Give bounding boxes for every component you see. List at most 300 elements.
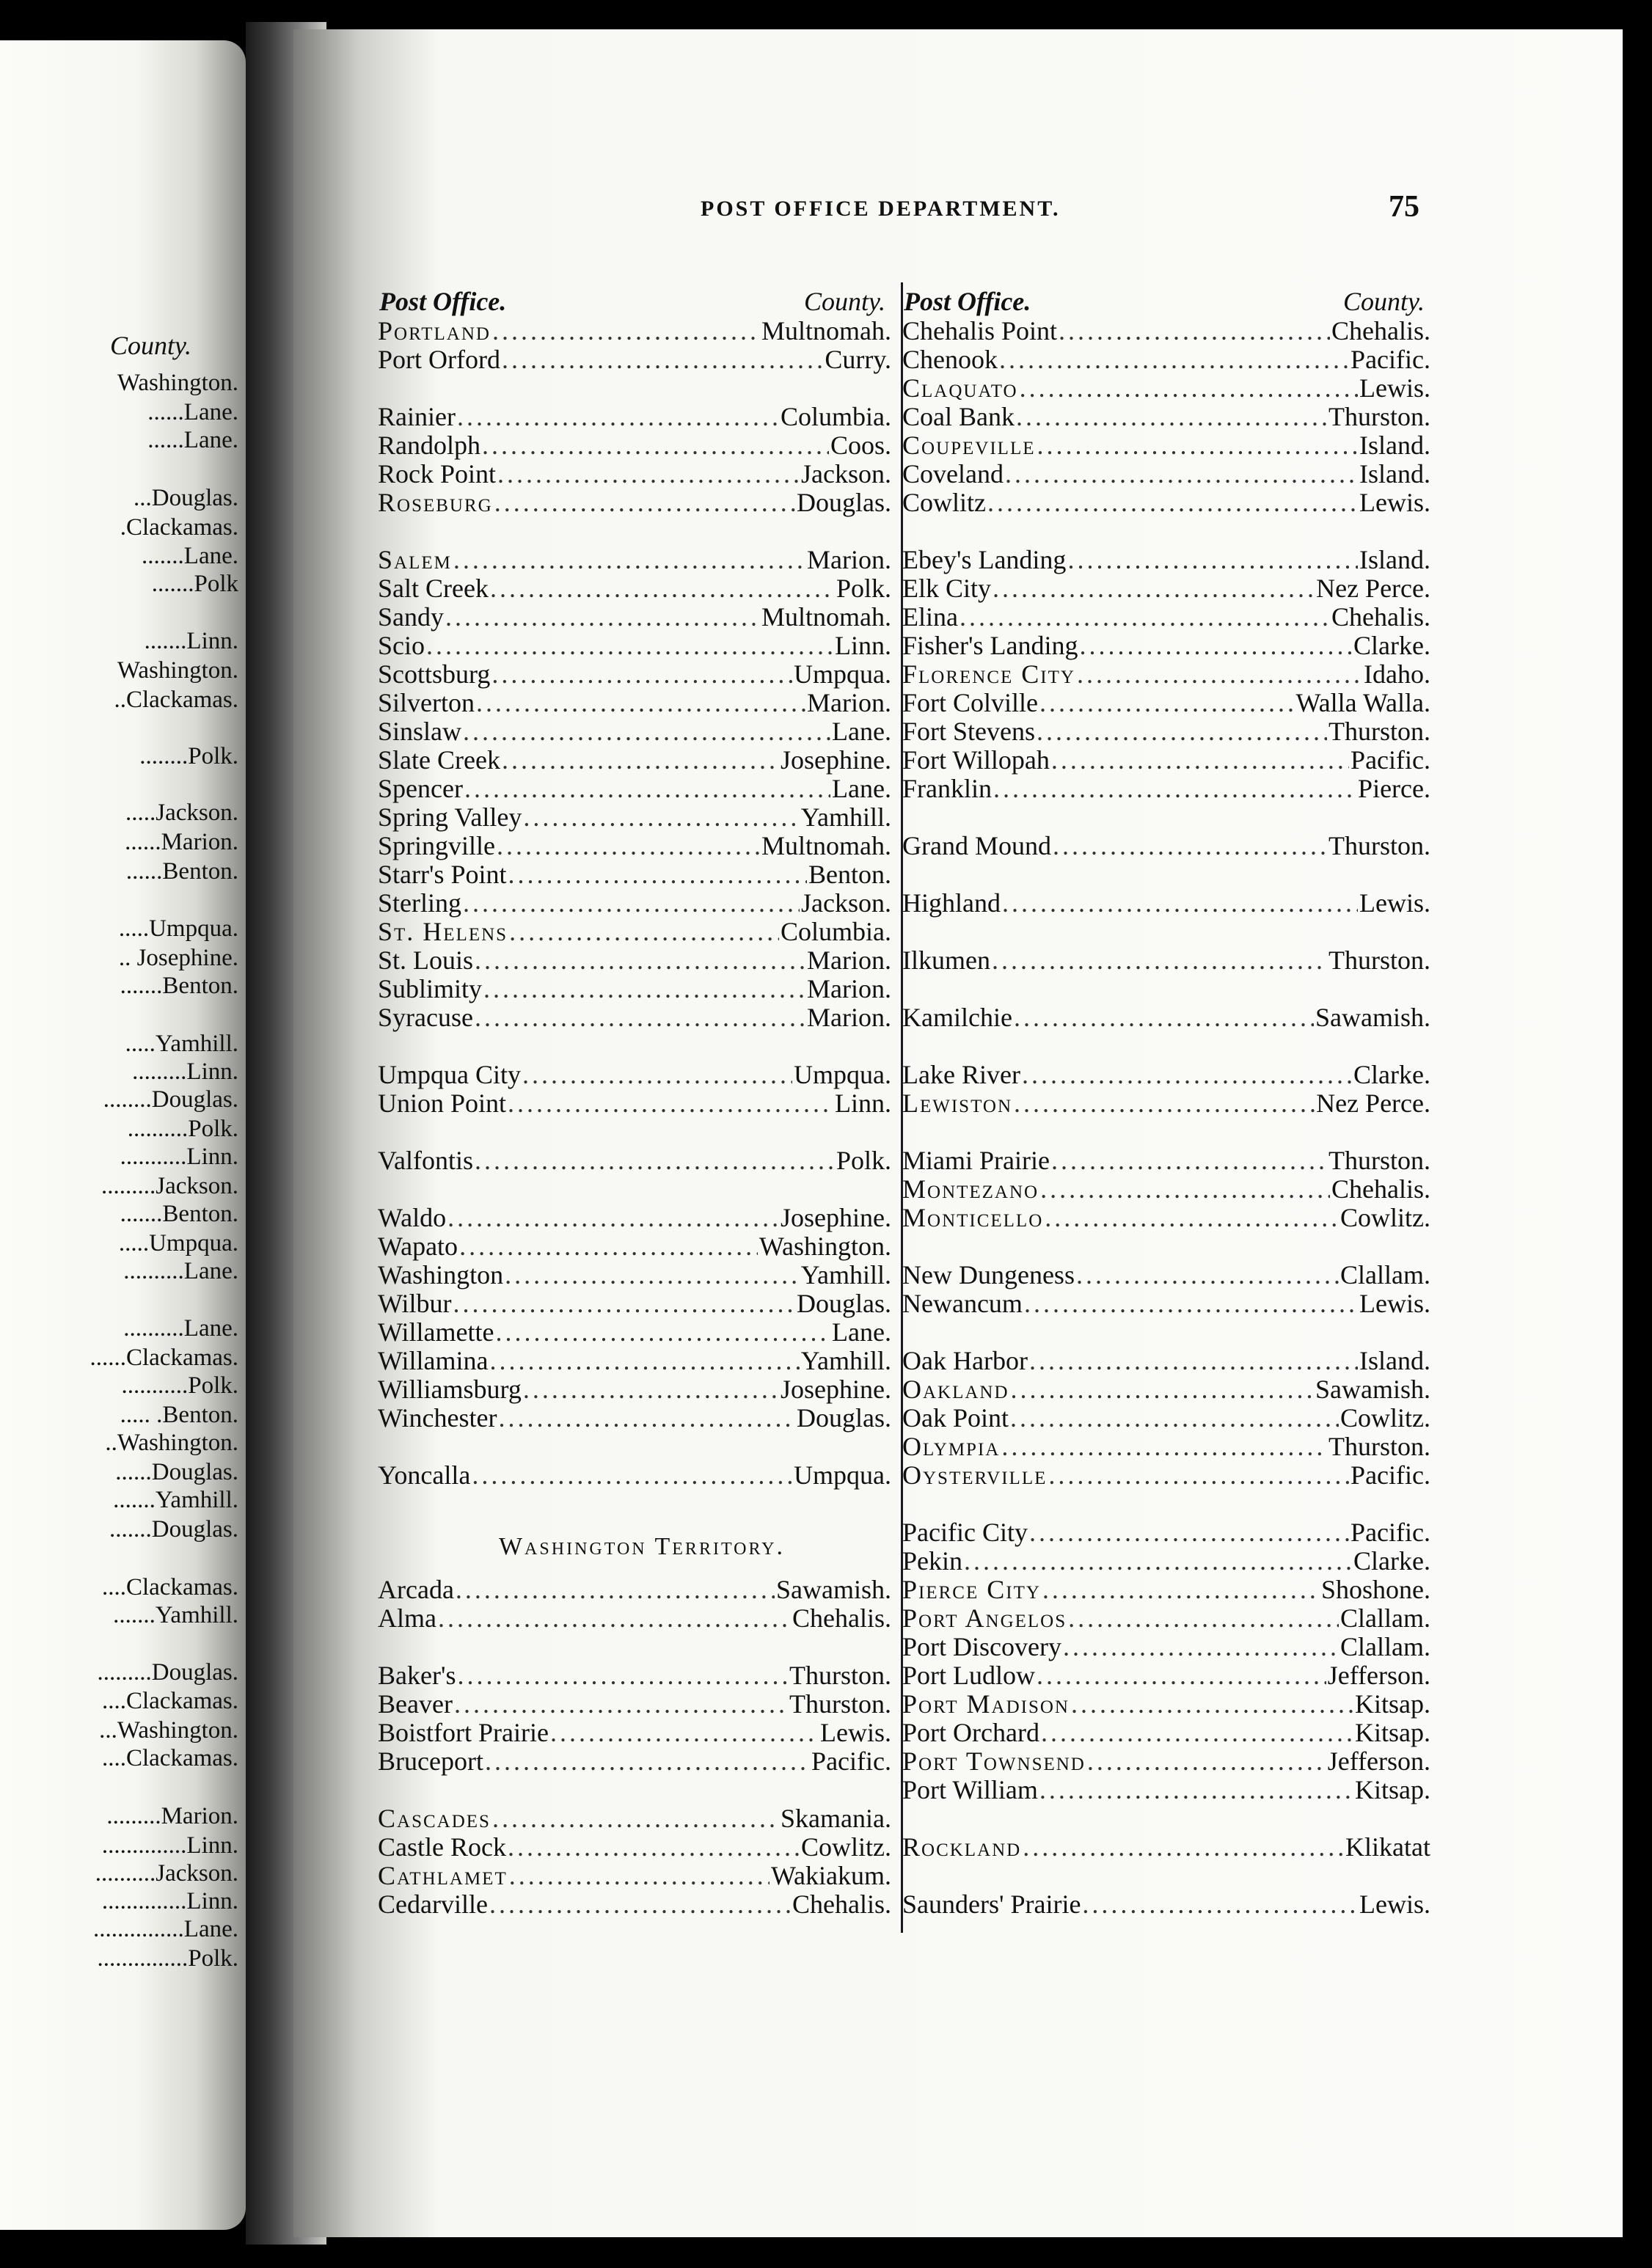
facing-page-county-entry: ...............Lane.: [93, 1916, 238, 1942]
dot-leader: [492, 317, 760, 345]
post-office-entry: [378, 489, 891, 517]
post-office-entry: [378, 1318, 891, 1347]
facing-page-county-entry: ........Polk.: [139, 743, 238, 769]
dot-leader: [522, 1061, 792, 1089]
facing-page-county-entry: ....Clackamas.: [101, 1745, 238, 1771]
county-name: Clarke.: [1353, 631, 1430, 660]
entry-gap: [378, 374, 891, 403]
county-name: Chehalis.: [792, 1890, 891, 1919]
county-name: Chehalis.: [792, 1603, 891, 1633]
post-office-entry: [378, 1747, 891, 1776]
county-name: Clallam.: [1340, 1260, 1430, 1290]
post-office-entry: [378, 1890, 891, 1919]
post-office-name: Coveland: [902, 459, 1004, 489]
post-office-entry: [378, 546, 891, 574]
facing-page-county-entry: .......Polk: [151, 571, 238, 597]
facing-page-county-entry: ......Marion.: [125, 829, 238, 855]
county-name: Chehalis.: [1331, 316, 1430, 345]
county-name: Island.: [1359, 459, 1430, 489]
post-office-name: Spencer: [378, 774, 463, 803]
post-office-name: Sandy: [378, 602, 444, 632]
facing-page-county-entry: ......Douglas.: [115, 1459, 238, 1485]
facing-page-county-entry: .......Lane.: [142, 543, 238, 569]
dot-leader: [1082, 1890, 1358, 1919]
post-office-entry: [902, 1518, 1430, 1547]
post-office-entry: [902, 374, 1430, 403]
facing-page-county-entry: ......Benton.: [125, 858, 238, 885]
county-name: Yamhill.: [800, 802, 891, 832]
dot-leader: [490, 574, 835, 603]
facing-page-county-entry: ....Clackamas.: [101, 1574, 238, 1601]
post-office-name: Florence City: [902, 659, 1075, 689]
entry-gap: [378, 1118, 891, 1146]
facing-page-county-entry: .......Yamhill.: [113, 1487, 238, 1513]
post-office-entry: [378, 1089, 891, 1118]
dot-leader: [1045, 1204, 1339, 1232]
dot-leader: [453, 546, 805, 574]
post-office-name: Scio: [378, 631, 425, 660]
dot-leader: [1037, 1661, 1326, 1690]
page-number: 75: [1389, 190, 1419, 224]
entry-gap: [902, 860, 1430, 889]
post-office-column-right: [902, 286, 1430, 1919]
county-name: Marion.: [807, 1003, 891, 1032]
post-office-name: Castle Rock: [378, 1832, 506, 1862]
post-office-entry: [378, 860, 891, 889]
dot-leader: [1022, 1061, 1352, 1089]
county-name: Clarke.: [1353, 1060, 1430, 1089]
county-name: Multnomah.: [761, 831, 891, 860]
dot-leader: [1063, 1633, 1339, 1661]
post-office-entry: [902, 717, 1430, 746]
county-name: Marion.: [807, 688, 891, 717]
post-office-name: Randolph: [378, 431, 480, 460]
post-office-name: Scottsburg: [378, 659, 491, 689]
entry-gap: [378, 1175, 891, 1204]
county-name: Thurston.: [1328, 402, 1430, 431]
post-office-entry: [902, 1089, 1430, 1118]
dot-leader: [993, 775, 1356, 803]
post-office-name: Saunders' Prairie: [902, 1890, 1081, 1919]
post-office-entry: [378, 1576, 891, 1604]
post-office-name: Valfontis: [378, 1146, 473, 1175]
post-office-entry: [378, 1347, 891, 1375]
post-office-entry: [378, 1290, 891, 1318]
dot-leader: [1059, 317, 1330, 345]
dot-leader: [1079, 632, 1352, 660]
post-office-entry: [378, 775, 891, 803]
dot-leader: [960, 603, 1330, 632]
post-office-entry: [378, 1833, 891, 1862]
dot-leader: [1037, 431, 1359, 460]
post-office-entry: [378, 975, 891, 1003]
dot-leader: [459, 1232, 758, 1261]
facing-page: [0, 40, 246, 2230]
post-office-entry: [902, 632, 1430, 660]
post-office-name: Willamina: [378, 1346, 489, 1375]
entry-gap: [902, 975, 1430, 1003]
post-office-name: Highland: [902, 888, 1001, 918]
post-office-name: Syracuse: [378, 1003, 473, 1032]
dot-leader: [485, 1747, 810, 1776]
post-office-entry: [378, 889, 891, 918]
facing-page-county-entry: .Clackamas.: [120, 514, 238, 541]
post-office-entry: [378, 946, 891, 975]
county-name: Cowlitz.: [801, 1832, 891, 1862]
post-office-name: Fort Willopah: [902, 745, 1050, 775]
county-name: Benton.: [808, 860, 891, 889]
facing-page-county-entry: .......Yamhill.: [113, 1602, 238, 1628]
post-office-name: Oysterville: [902, 1460, 1048, 1490]
facing-page-county-entry: .........Marion.: [106, 1803, 238, 1829]
county-name: Pacific.: [1351, 745, 1430, 775]
dot-leader: [1076, 1261, 1339, 1290]
dot-leader: [1077, 660, 1362, 689]
dot-leader: [463, 889, 800, 918]
post-office-entry: [902, 660, 1430, 689]
county-name: Kitsap.: [1355, 1718, 1430, 1747]
post-office-entry: [902, 603, 1430, 632]
facing-page-county-entry: ..........Polk.: [127, 1116, 238, 1142]
post-office-name: Cedarville: [378, 1890, 488, 1919]
post-office-entry: [902, 889, 1430, 918]
post-office-entry: [378, 1003, 891, 1032]
post-office-name: Grand Mound: [902, 831, 1051, 860]
post-office-entry: [902, 1290, 1430, 1318]
post-office-entry: [378, 918, 891, 946]
post-office-name: Elina: [902, 602, 958, 632]
post-office-entry: [378, 660, 891, 689]
post-office-entry: [902, 1604, 1430, 1633]
post-office-name: Rock Point: [378, 459, 497, 489]
post-office-entry: [902, 689, 1430, 717]
post-office-entry: [378, 689, 891, 717]
post-office-entry: [902, 431, 1430, 460]
county-name: Douglas.: [797, 488, 891, 517]
post-office-entry: [902, 1061, 1430, 1089]
dot-leader: [1051, 746, 1349, 775]
county-name: Pierce.: [1358, 774, 1430, 803]
column-header: [902, 286, 1430, 317]
dot-leader: [497, 832, 760, 860]
entry-gap: [902, 1232, 1430, 1261]
county-name: Lane.: [832, 774, 891, 803]
dot-leader: [1087, 1747, 1326, 1776]
county-name: Marion.: [807, 945, 891, 975]
facing-page-county-entry: ..........Jackson.: [95, 1860, 238, 1887]
county-name: Jefferson.: [1327, 1661, 1430, 1690]
facing-page-county-entry: ....Clackamas.: [101, 1688, 238, 1714]
post-office-entry: [902, 1175, 1430, 1204]
facing-page-county-column: [4, 330, 238, 1972]
facing-page-county-entry: .......Douglas.: [109, 1516, 238, 1543]
dot-leader: [1068, 1604, 1339, 1633]
dot-leader: [1053, 832, 1327, 860]
county-name: Pacific.: [1351, 1460, 1430, 1490]
post-office-name: Wilbur: [378, 1289, 452, 1318]
county-name: Shoshone.: [1320, 1575, 1430, 1604]
post-office-entry: [902, 832, 1430, 860]
entry-gap: [902, 517, 1430, 546]
post-office-entry: [902, 1747, 1430, 1776]
column-header: [378, 286, 891, 317]
dot-leader: [490, 1347, 800, 1375]
post-office-entry: [902, 1375, 1430, 1404]
post-office-name: Washington: [378, 1260, 504, 1290]
post-office-entry: [902, 574, 1430, 603]
post-office-name: Cowlitz: [902, 488, 986, 517]
dot-leader: [1016, 403, 1327, 431]
section-heading: Washington Territory.: [498, 1533, 786, 1560]
dot-leader: [472, 1461, 792, 1490]
dot-leader: [1002, 889, 1358, 918]
dot-leader: [1048, 1461, 1349, 1490]
post-office-name: Ebey's Landing: [902, 545, 1067, 574]
dot-leader: [509, 1862, 770, 1890]
entry-gap: [902, 1032, 1430, 1061]
post-office-entry: [902, 1146, 1430, 1175]
post-office-name: Ilkumen: [902, 945, 990, 975]
post-office-name: Oak Point: [902, 1403, 1009, 1433]
county-name: Island.: [1359, 545, 1430, 574]
dot-leader: [489, 1890, 791, 1919]
entry-gap: [902, 803, 1430, 832]
post-office-name: Rockland: [902, 1832, 1022, 1862]
post-office-name: Baker's: [378, 1661, 456, 1690]
dot-leader: [453, 1290, 795, 1318]
post-office-name: Willamette: [378, 1317, 494, 1347]
post-office-name: Rainier: [378, 402, 456, 431]
dot-leader: [1001, 1433, 1327, 1461]
post-office-entry: [378, 1261, 891, 1290]
county-name: Walla Walla.: [1295, 688, 1430, 717]
post-office-name: St. Helens: [378, 917, 508, 946]
county-name: Multnomah.: [761, 316, 891, 345]
facing-page-county-entry: .. Josephine.: [118, 945, 238, 971]
post-office-name: Fort Colville: [902, 688, 1039, 717]
post-office-entry: [378, 803, 891, 832]
post-office-entry: [378, 746, 891, 775]
facing-page-county-entry: ..... .Benton.: [120, 1402, 238, 1428]
post-office-entry: [902, 317, 1430, 345]
post-office-entry: [378, 1690, 891, 1719]
county-name: Polk.: [836, 1146, 891, 1175]
post-office-entry: [378, 574, 891, 603]
post-office-entry: [902, 1404, 1430, 1433]
post-office-entry: [902, 1433, 1430, 1461]
county-name: Klikatat: [1345, 1832, 1430, 1862]
county-name: Jefferson.: [1327, 1746, 1430, 1776]
dot-leader: [509, 918, 779, 946]
post-office-entry: [378, 1604, 891, 1633]
county-name: Lane.: [832, 1317, 891, 1347]
dot-leader: [438, 1604, 791, 1633]
dot-leader: [447, 1204, 779, 1232]
dot-leader: [1005, 460, 1358, 489]
county-name: Kitsap.: [1355, 1775, 1430, 1804]
county-name: Lewis.: [1359, 488, 1430, 517]
post-office-name: Chenook: [902, 345, 998, 374]
post-office-entry: [902, 546, 1430, 574]
post-office-entry: [378, 1375, 891, 1404]
dot-leader: [1029, 1518, 1349, 1547]
dot-leader: [445, 603, 760, 632]
post-office-entry: [902, 1204, 1430, 1232]
facing-page-county-entry: .........Douglas.: [97, 1659, 238, 1686]
post-office-name: Port Discovery: [902, 1632, 1061, 1661]
post-office-name: Alma: [378, 1603, 436, 1633]
post-office-name: Union Point: [378, 1089, 507, 1118]
post-office-entry: [378, 1661, 891, 1690]
dot-leader: [475, 1003, 805, 1032]
facing-page-county-entry: .....Yamhill.: [125, 1031, 238, 1057]
post-office-entry: [902, 1261, 1430, 1290]
running-head: POST OFFICE DEPARTMENT.: [701, 197, 1061, 221]
post-office-name: Roseburg: [378, 488, 493, 517]
dot-leader: [508, 1833, 800, 1862]
post-office-name: Elk City: [902, 574, 992, 603]
county-name: Sawamish.: [1315, 1375, 1430, 1404]
county-name: Thurston.: [789, 1661, 891, 1690]
post-office-name: Miami Prairie: [902, 1146, 1050, 1175]
county-name: Josephine.: [781, 1203, 891, 1232]
dot-leader: [498, 1404, 795, 1433]
facing-page-county-entry: .....Umpqua.: [118, 1230, 238, 1256]
post-office-entry: [902, 1547, 1430, 1576]
facing-page-county-entry: ..Washington.: [105, 1430, 238, 1456]
dot-leader: [523, 1375, 779, 1404]
county-name: Lewis.: [1359, 888, 1430, 918]
post-office-name: Cathlamet: [378, 1861, 508, 1890]
post-office-entry: [378, 603, 891, 632]
post-office-entry: [902, 460, 1430, 489]
post-office-name: Oakland: [902, 1375, 1009, 1404]
facing-page-county-entry: ..........Lane.: [123, 1315, 238, 1342]
post-office-name: Sublimity: [378, 974, 483, 1003]
post-office-name: Spring Valley: [378, 802, 522, 832]
dot-leader: [508, 1089, 833, 1118]
post-office-column-left: [378, 286, 891, 1919]
county-name: Skamania.: [781, 1804, 891, 1833]
post-office-entry: [902, 1890, 1430, 1919]
post-office-name: Salem: [378, 545, 452, 574]
dot-leader: [508, 860, 808, 889]
county-name: Jackson.: [801, 459, 891, 489]
post-office-header: Post Office.: [379, 287, 507, 316]
post-office-name: Port Madison: [902, 1689, 1070, 1719]
post-office-name: Port Angelos: [902, 1603, 1067, 1633]
county-name: Josephine.: [781, 745, 891, 775]
county-name: Coos.: [830, 431, 891, 460]
post-office-name: Winchester: [378, 1403, 497, 1433]
post-office-entry: [902, 1833, 1430, 1862]
facing-page-county-entry: ...Washington.: [99, 1717, 238, 1744]
post-office-entry: [378, 1404, 891, 1433]
county-name: Curry.: [825, 345, 891, 374]
post-office-name: Pekin: [902, 1546, 963, 1576]
post-office-name: Fort Stevens: [902, 717, 1036, 746]
facing-page-county-entry: ........Douglas.: [103, 1086, 238, 1113]
county-name: Thurston.: [1328, 831, 1430, 860]
county-name: Cowlitz.: [1340, 1403, 1430, 1433]
dot-leader: [457, 403, 779, 431]
dot-leader: [1029, 1347, 1358, 1375]
county-name: Pacific.: [1351, 345, 1430, 374]
post-office-name: Boistfort Prairie: [378, 1718, 549, 1747]
post-office-name: Newancum: [902, 1289, 1023, 1318]
post-office-entry: [902, 489, 1430, 517]
county-header: County.: [1342, 287, 1425, 316]
facing-page-county-entry: ......Lane.: [147, 427, 238, 453]
county-name: Thurston.: [1328, 717, 1430, 746]
post-office-name: Lewiston: [902, 1089, 1013, 1118]
post-office-name: Springville: [378, 831, 495, 860]
dot-leader: [1042, 1576, 1320, 1604]
county-name: Yamhill.: [800, 1346, 891, 1375]
dot-leader: [463, 717, 830, 746]
dot-leader: [426, 632, 833, 660]
dot-leader: [456, 1576, 775, 1604]
entry-gap: [378, 1433, 891, 1461]
post-office-entry: [902, 746, 1430, 775]
post-office-entry: [378, 431, 891, 460]
dot-leader: [1024, 1290, 1358, 1318]
county-name: Sawamish.: [776, 1575, 891, 1604]
county-name: Lewis.: [1359, 1289, 1430, 1318]
county-name: Nez Perce.: [1316, 1089, 1430, 1118]
county-name: Umpqua.: [794, 659, 891, 689]
dot-leader: [464, 775, 830, 803]
post-office-name: Salt Creek: [378, 574, 489, 603]
dot-leader: [1014, 1003, 1314, 1032]
post-office-name: Pierce City: [902, 1575, 1041, 1604]
post-office-name: Coal Bank: [902, 402, 1015, 431]
dot-leader: [1014, 1089, 1315, 1118]
post-office-name: Coupeville: [902, 431, 1036, 460]
post-office-name: Pacific City: [902, 1518, 1028, 1547]
county-name: Clallam.: [1340, 1632, 1430, 1661]
post-office-name: Bruceport: [378, 1746, 483, 1776]
entry-gap: [378, 1490, 891, 1518]
county-name: Wakiakum.: [770, 1861, 891, 1890]
facing-page-county-entry: ...............Polk.: [97, 1945, 238, 1972]
dot-leader: [495, 1318, 830, 1347]
post-office-name: Lake River: [902, 1060, 1020, 1089]
facing-page-county-entry: ...........Linn.: [120, 1144, 238, 1170]
post-office-entry: [902, 1719, 1430, 1747]
post-office-entry: [902, 775, 1430, 803]
county-name: Sawamish.: [1315, 1003, 1430, 1032]
post-office-header: Post Office.: [904, 287, 1031, 316]
dot-leader: [502, 345, 823, 374]
post-office-name: Wapato: [378, 1232, 458, 1261]
post-office-name: Port Townsend: [902, 1746, 1086, 1776]
dot-leader: [1020, 374, 1358, 403]
post-office-entry: [902, 1347, 1430, 1375]
county-name: Columbia.: [781, 402, 891, 431]
county-name: Nez Perce.: [1316, 574, 1430, 603]
dot-leader: [1071, 1690, 1353, 1719]
dot-leader: [457, 1661, 788, 1690]
post-office-name: Franklin: [902, 774, 992, 803]
post-office-entry: [902, 1633, 1430, 1661]
entry-gap: [902, 918, 1430, 946]
post-office-name: Cascades: [378, 1804, 491, 1833]
post-office-entry: [378, 832, 891, 860]
entry-gap: [378, 1032, 891, 1061]
facing-page-county-entry: Washington.: [117, 370, 238, 396]
county-name: Kitsap.: [1355, 1689, 1430, 1719]
